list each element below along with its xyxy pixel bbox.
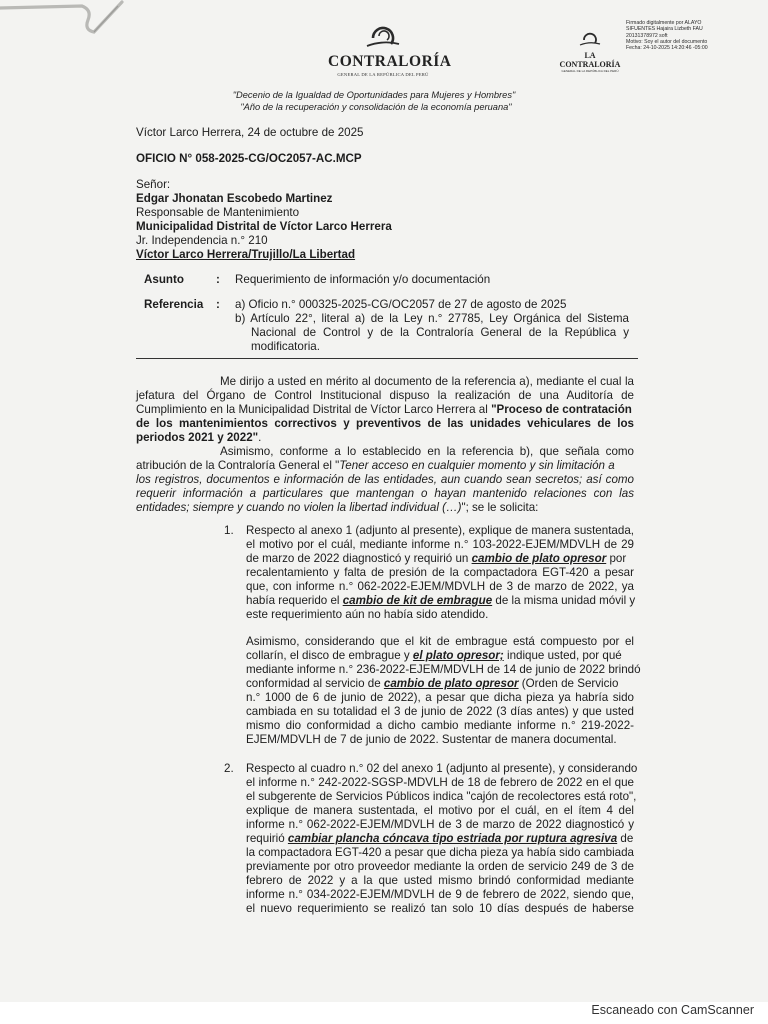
signature-logo-subtitle: GENERAL DE LA REPÚBLICA DEL PERÚ [561,69,619,73]
recipient-name: Edgar Jhonatan Escobedo Martinez [136,192,333,205]
recipient-role: Responsable de Mantenimiento [136,206,300,219]
item-2-line: explique de manera sustentada, el motivo por el cuál, en el ítem 4 del [246,804,634,817]
referencia-colon: : [216,298,220,311]
paragraph-1-line: Me dirijo a usted en mérito al documento de la referencia a), mediante el cual la [220,375,634,388]
paragraph-1-line: Cumplimiento en la Municipalidad Distrital de Víctor Larco Herrera al "Proceso de contratación [136,403,632,416]
reference-a: a) Oficio n.° 000325-2025-CG/OC2057 de 27 de agosto de 2025 [235,298,567,311]
asunto-label: Asunto [144,273,184,286]
header-divider [136,358,638,359]
item-1-paragraph-2-line: mediante informe n.° 236-2022-EJEM/MDVLH de 14 de junio de 2022 brindó [246,663,641,676]
logo-subtitle: GENERAL DE LA REPÚBLICA DEL PERÚ [337,72,429,77]
item-2-line: el subgerente de Servicios Públicos indica "cajón de recolectores está roto", [246,790,637,803]
salutation: Señor: [136,178,171,191]
item-2-line: informe n.° 034-2022-EJEM/MDVLH de 9 de febrero de 2022, siendo que, [246,888,634,901]
asunto-value: Requerimiento de información y/o documentación [235,273,491,286]
signature-line: Fecha: 24-10-2025 14:20:46 -05:00 [626,45,708,52]
signature-line: Firmado digitalmente por ALAYO [626,20,702,26]
item-2-line: el informe n.° 242-2022-SGSP-MDVLH de 18 de febrero de 2022 en el que [246,776,634,789]
item-2-line: Respecto al cuadro n.° 02 del anexo 1 (adjunto al presente), y considerando [246,762,638,775]
item-1-line: de marzo de 2022 diagnosticó y requirió un cambio de plato opresor por [246,552,627,565]
item-1-paragraph-2-line: collarín, el disco de embrague y el plato opresor; indique usted, por qué [246,649,622,662]
item-1-paragraph-2-line: EJEM/MDVLH de 7 de junio de 2022. Sustentar de manera documental. [246,733,617,746]
signature-line: 20131378972 soft [626,32,668,39]
item-1-line: recalentamiento y falta de presión de la compactadora EGT-420 a pesar [246,566,634,579]
oficio-number: OFICIO N° 058-2025-CG/OC2057-AC.MCP [136,152,362,165]
paragraph-1-line: periodos 2021 y 2022". [136,431,262,444]
item-1-paragraph-2-line: n.° 1000 de 6 de junio de 2022), a pesar que dicha pieza ya habría sido [246,691,634,704]
paragraph-1-line: jefatura del Órgano de Control Institucional dispuso la realización de una Auditoría de [136,389,634,402]
item-2-line: requirió cambiar plancha cóncava tipo estriada por ruptura agresiva de [246,832,634,845]
item-2-line: febrero de 2022 y a la que usted mismo brindó conformidad mediante [246,874,634,887]
paragraph-2-line: requerir información a particulares que mantengan o hayan mantenido relaciones con las [136,487,634,500]
item-1-line: Respecto al anexo 1 (adjunto al presente), explique de manera sustentada, [246,524,634,537]
digital-signature-text [626,20,736,51]
reference-b-line-2: Nacional de Control y de la Contraloría General de la República y [251,326,629,339]
motto-line-1: "Decenio de la Igualdad de Oportunidades para Mujeres y Hombres" [232,90,516,100]
item-1-paragraph-2-line: mismo dio conformidad a dicho cambio mediante informe n.° 219-2022- [246,719,634,732]
motto-line-2: "Año de la recuperación y consolidación de la economía peruana" [240,102,512,112]
item-1-line: que, con informe n.° 062-2022-EJEM/MDVLH de 3 de marzo de 2022, ya [246,580,634,593]
item-1-line: este requerimiento aún no había sido atendido. [246,608,489,621]
recipient-address: Jr. Independencia n.° 210 [136,234,268,247]
paragraph-2-line: atribución de la Contraloría General el "Tener acceso en cualquier momento y sin limitación a [136,459,615,472]
recipient-entity: Municipalidad Distrital de Víctor Larco Herrera [136,220,392,233]
paragraph-2-line: los registros, documentos e información de las entidades, aun cuando sean secretos; así como [136,473,634,486]
item-2-line: la compactadora EGT-420 a pesar que dicha pieza ya había sido cambiada [246,846,634,859]
paragraph-2-line: entidades; siempre y cuando no violen la libertad individual (…)"; se le solicita: [136,501,539,514]
item-1-number: 1. [224,524,234,537]
paragraph-1-line: de los mantenimientos correctivos y preventivos de las unidades vehiculares de los [136,417,634,430]
item-1-paragraph-2-line: conformidad al servicio de cambio de plato opresor (Orden de Servicio [246,677,619,690]
item-1-line: el motivo por el cuál, mediante informe n.° 103-2022-EJEM/MDVLH de 29 [246,538,634,551]
reference-b-line-1: b) Artículo 22°, literal a) de la Ley n.° 27785, Ley Orgánica del Sistema [235,312,629,325]
item-2-line: informe n.° 062-2022-EJEM/MDVLH de 3 de marzo de 2022 diagnosticó y [246,818,634,831]
signature-logo [554,30,626,73]
signature-line: SIFUENTES Hajaira Lizbeth FAU [626,26,703,33]
signature-line: Motivo: Soy el autor del documento [626,38,708,45]
signature-emblem-icon [579,30,601,46]
contraloria-logo [328,22,452,77]
item-1-paragraph-2-line: cambiada en su totalidad el 3 de junio de 2022 (3 días antes) y que usted [246,705,634,718]
item-2-line: previamente por otro proveedor mediante la orden de servicio 249 de 3 de [246,860,634,873]
place-date: Víctor Larco Herrera, 24 de octubre de 2025 [136,126,364,139]
reference-b-line-3: modificatoria. [251,340,320,353]
signature-logo-name: LA CONTRALORÍA [559,51,621,69]
item-2-number: 2. [224,762,234,775]
paper-clip-icon [0,0,140,40]
logo-name: CONTRALORÍA [328,53,452,70]
item-1-paragraph-2-line: Asimismo, considerando que el kit de embrague está compuesto por el [246,635,634,648]
recipient-city: Víctor Larco Herrera/Trujillo/La Libertad [136,248,356,261]
asunto-colon: : [216,273,220,286]
scanner-watermark: Escaneado con CamScanner [591,1003,754,1017]
contraloria-emblem-icon [365,22,401,48]
referencia-label: Referencia [144,298,204,311]
item-1-line: había requerido el cambio de kit de embrague de la misma unidad móvil y [246,594,636,607]
paragraph-2-line: Asimismo, conforme a lo establecido en la referencia b), que señala como [220,445,634,458]
item-2-line: el nuevo requerimiento se realizó tan solo 10 días después de haberse [246,902,634,915]
